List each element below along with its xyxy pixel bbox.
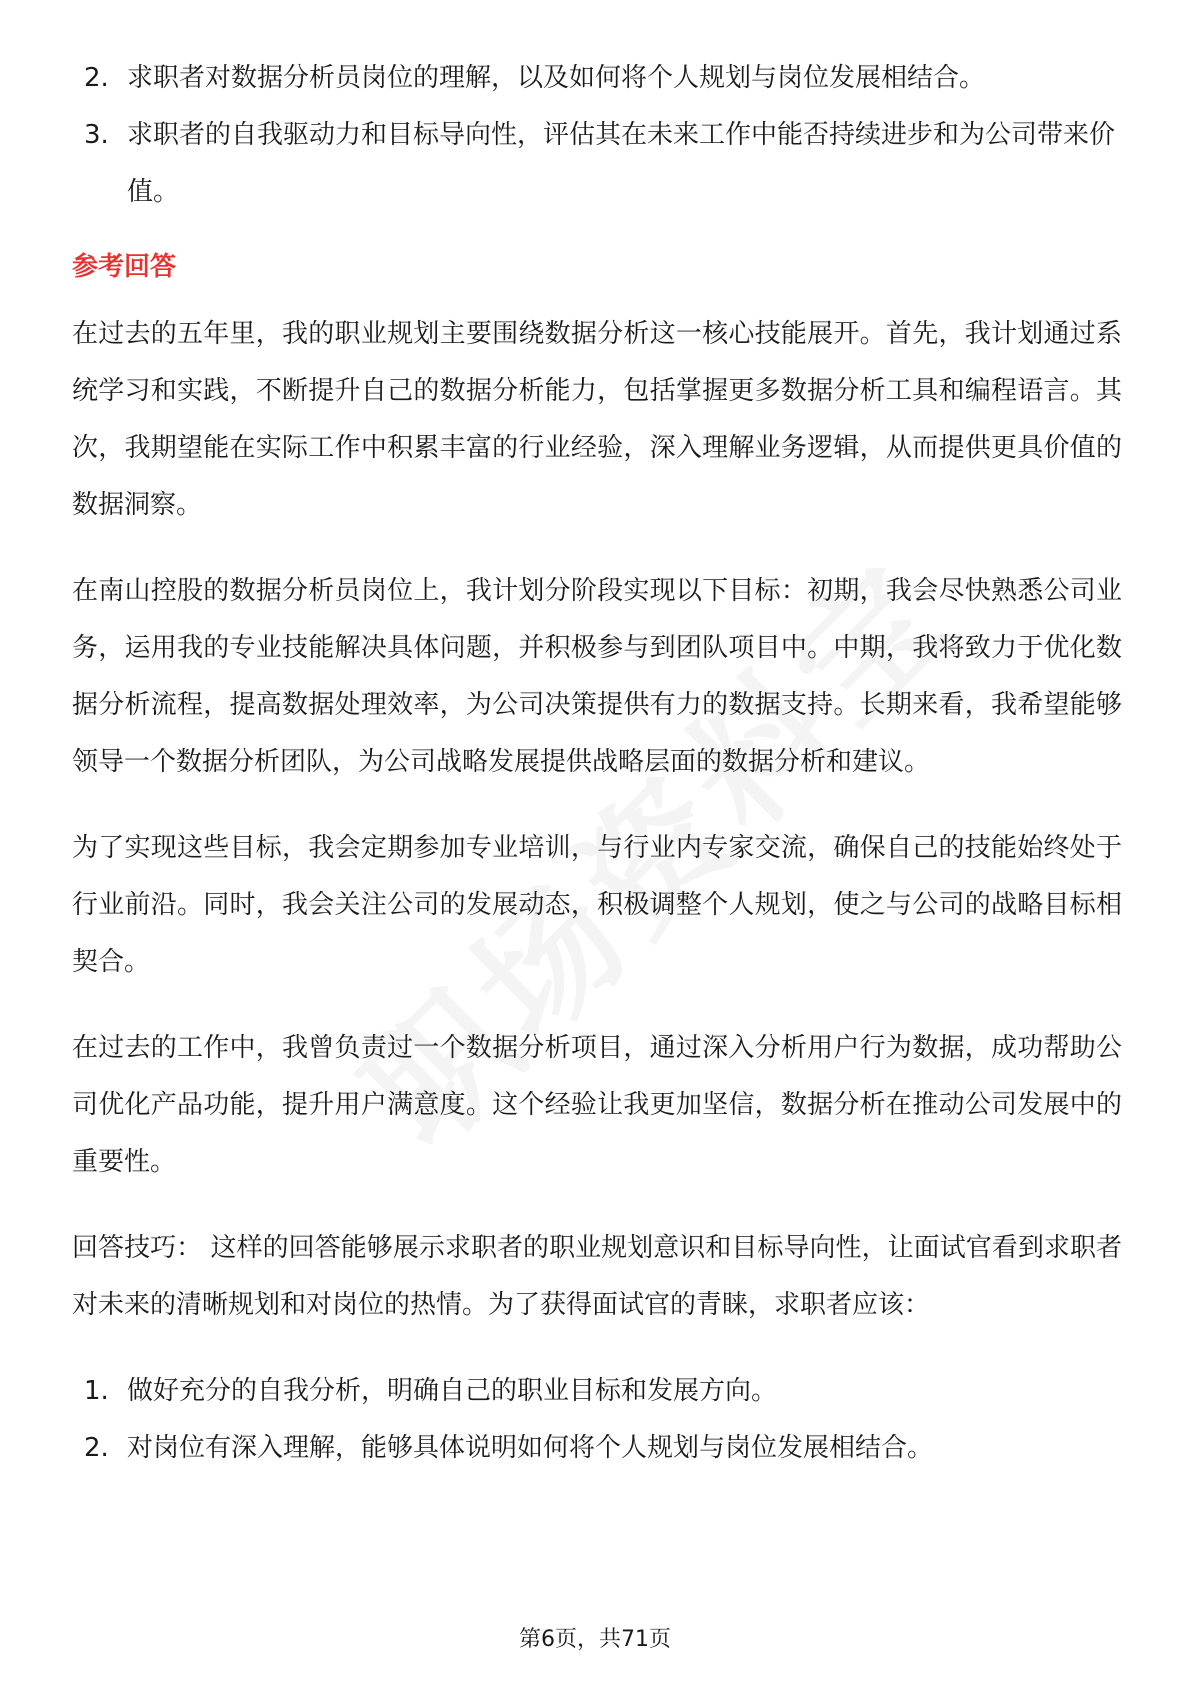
answer-paragraph: 在过去的工作中，我曾负责过一个数据分析项目，通过深入分析用户行为数据，成功帮助公司优化产品功能，提升用户满意度。这个经验让我更加坚信，数据分析在推动公司发展中的重要性。 (72, 1033, 1122, 1177)
section-heading: 参考回答 (72, 252, 177, 282)
criteria-list (72, 50, 1122, 221)
list-item (72, 50, 1122, 107)
list-text: 对岗位有深入理解，能够具体说明如何将个人规划与岗位发展相结合。 (127, 1433, 934, 1463)
answer-paragraph: 在过去的五年里，我的职业规划主要围绕数据分析这一核心技能展开。首先，我计划通过系统学习和实践，不断提升自己的数据分析能力，包括掌握更多数据分析工具和编程语言。其次，我期望能在实际工作中积累丰富的行业经验，深入理解业务逻辑，从而提供更具价值的数据洞察。 (72, 319, 1122, 520)
tips-list (72, 1363, 1122, 1477)
tips-paragraph: 回答技巧： 这样的回答能够展示求职者的职业规划意识和目标导向性，让面试官看到求职者对未来的清晰规划和对岗位的热情。为了获得面试官的青睐，求职者应该： (72, 1233, 1122, 1320)
list-text: 做好充分的自我分析，明确自己的职业目标和发展方向。 (127, 1376, 778, 1406)
list-item (72, 107, 1122, 221)
list-item (72, 1363, 1122, 1420)
page-content (72, 50, 1122, 1477)
answer-paragraph: 为了实现这些目标，我会定期参加专业培训，与行业内专家交流，确保自己的技能始终处于行业前沿。同时，我会关注公司的发展动态，积极调整个人规划，使之与公司的战略目标相契合。 (72, 833, 1122, 977)
page-footer: 第6页，共71页 (519, 1627, 671, 1652)
list-number: 2. (84, 1433, 109, 1463)
list-number: 2. (84, 63, 109, 93)
list-number: 1. (84, 1376, 109, 1406)
list-text: 求职者对数据分析员岗位的理解，以及如何将个人规划与岗位发展相结合。 (127, 63, 986, 93)
list-text: 求职者的自我驱动力和目标导向性，评估其在未来工作中能否持续进步和为公司带来价值。 (127, 120, 1116, 207)
list-item (72, 1420, 1122, 1477)
answer-paragraph: 在南山控股的数据分析员岗位上，我计划分阶段实现以下目标：初期，我会尽快熟悉公司业务，运用我的专业技能解决具体问题，并积极参与到团队项目中。中期，我将致力于优化数据分析流程，提高数据处理效率，为公司决策提供有力的数据支持。长期来看，我希望能够领导一个数据分析团队，为公司战略发展提供战略层面的数据分析和建议。 (72, 576, 1122, 777)
list-number: 3. (84, 120, 109, 150)
